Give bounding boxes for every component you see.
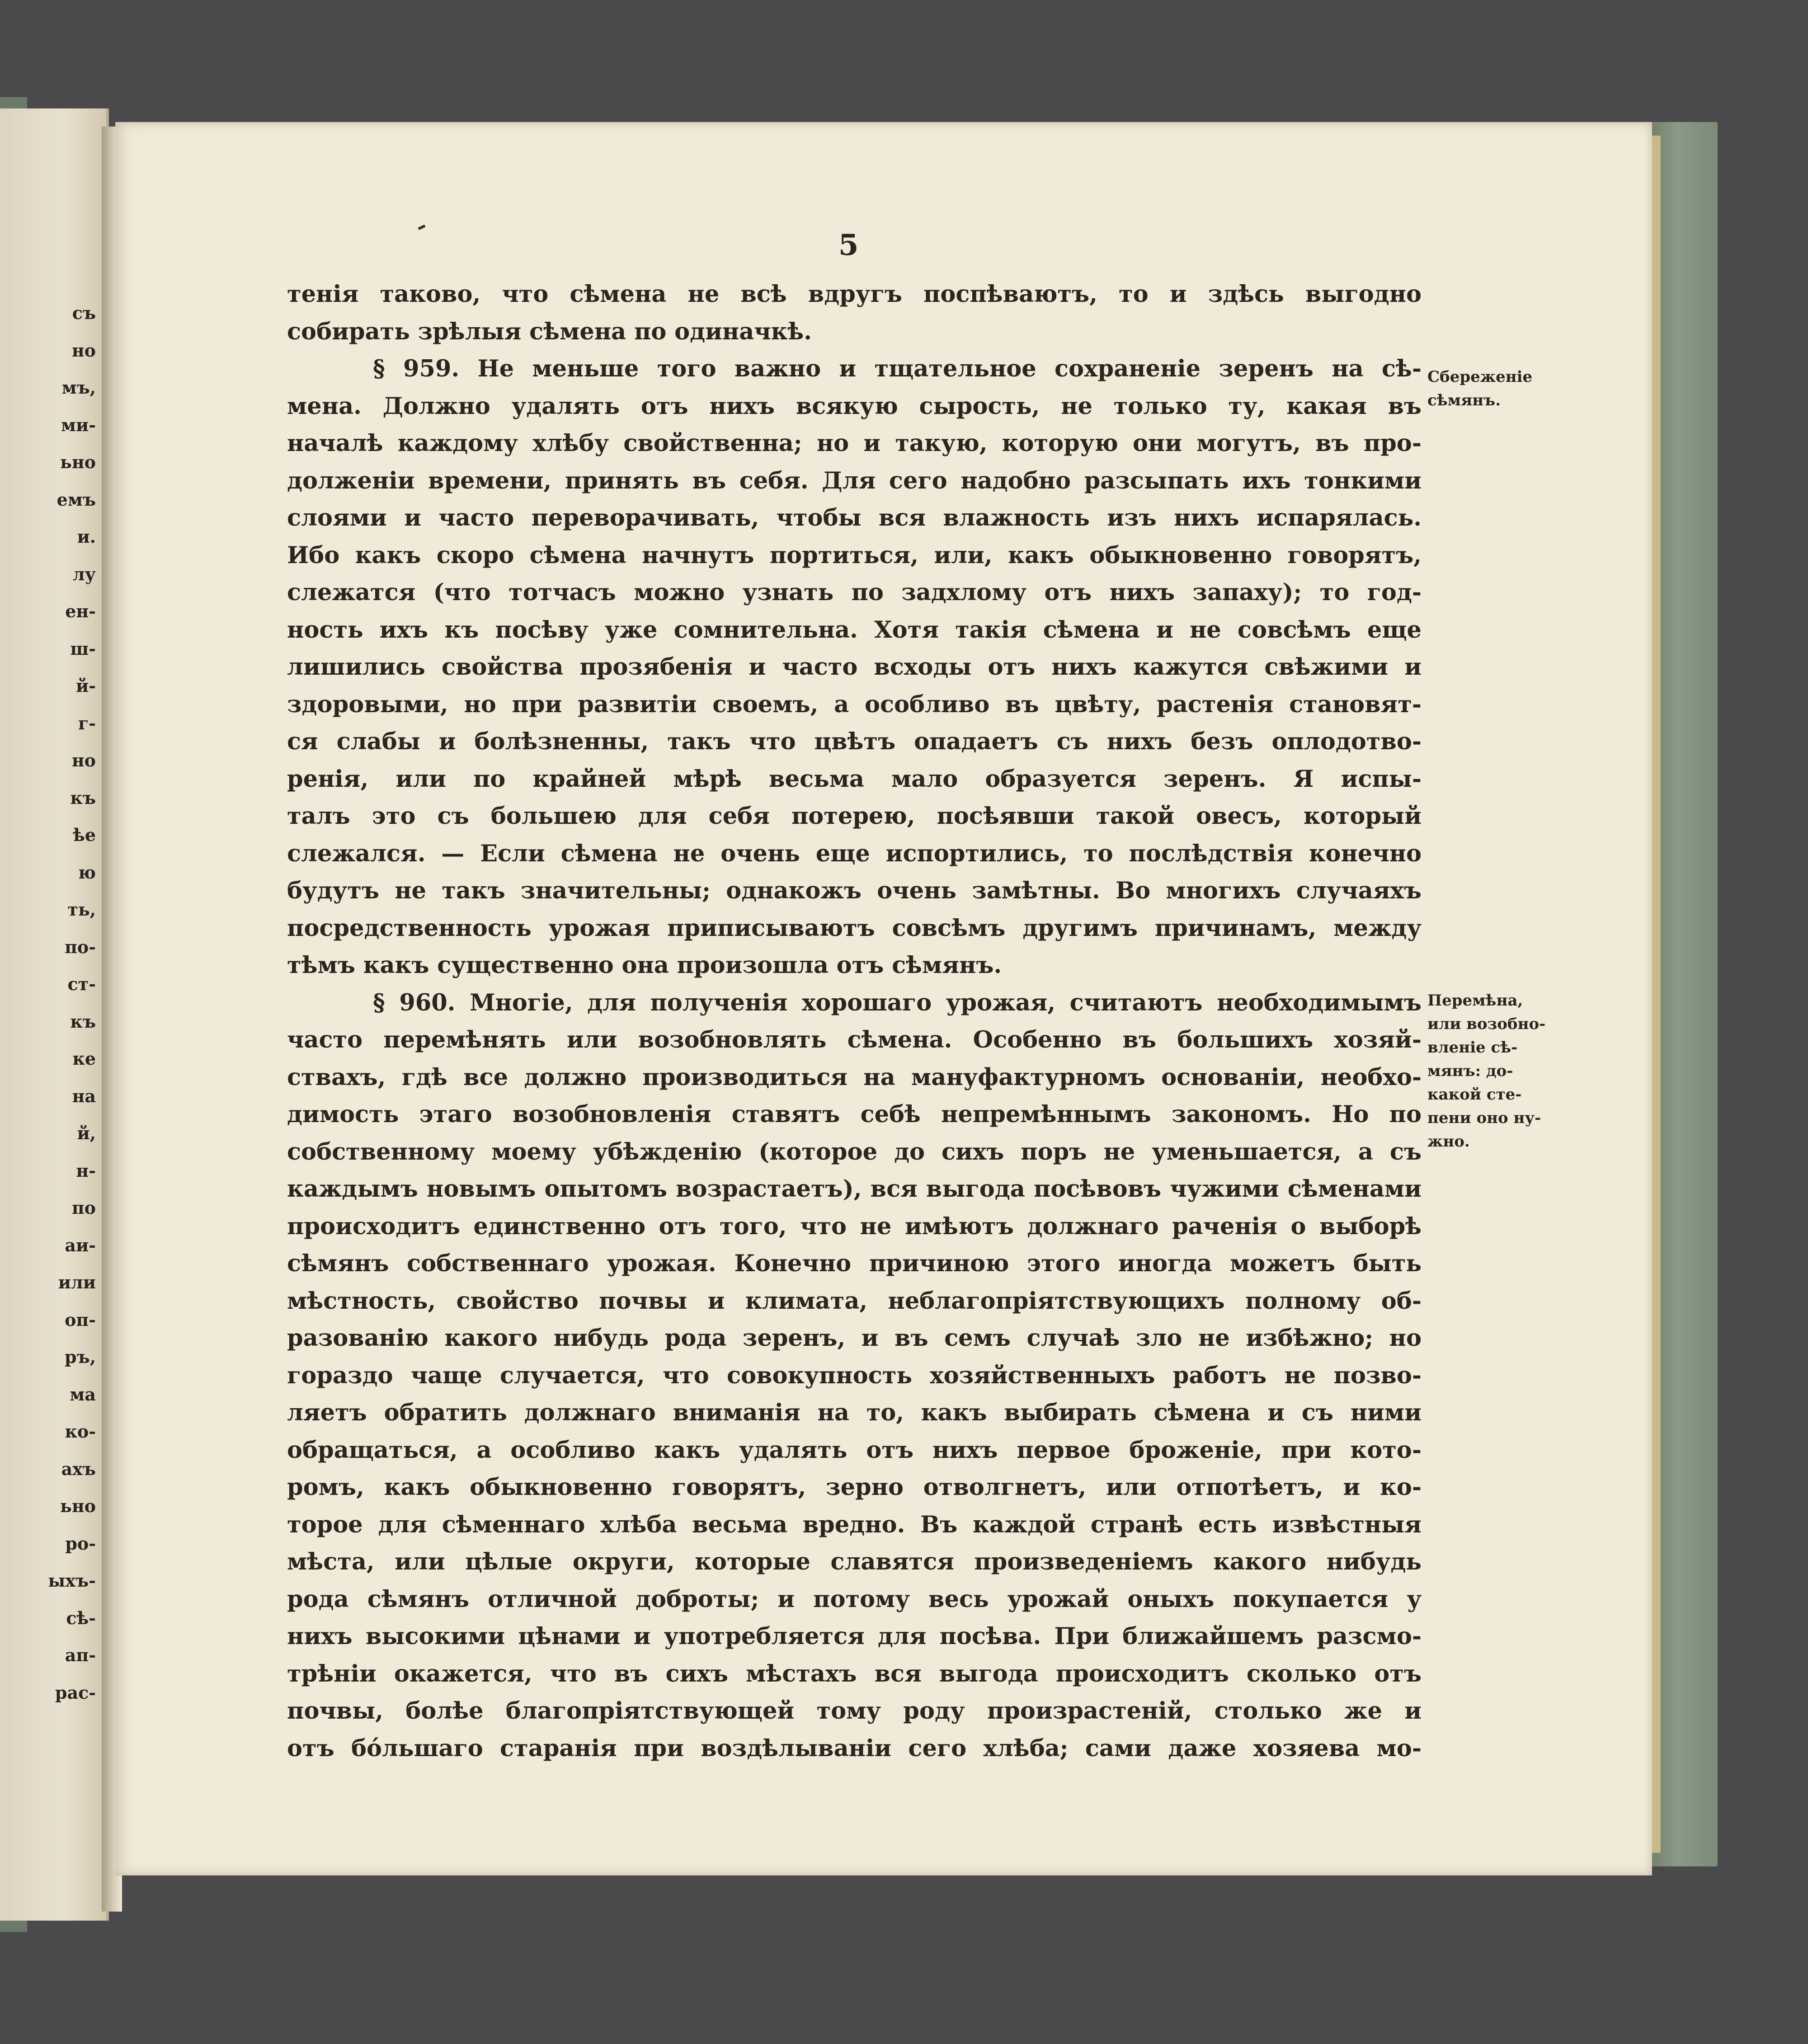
text-line: мѣста, или цѣлые округи, которые славятся произведеніемъ какого нибудь [287, 1548, 1422, 1575]
text-line: ность ихъ къ посѣву уже сомнительна. Хотя такія сѣмена и не совсѣмъ еще [287, 616, 1422, 644]
previous-page-fragment: или [58, 1272, 96, 1292]
previous-page-fragment: ръ, [65, 1347, 96, 1367]
text-line: мена. Должно удалять отъ нихъ всякую сырость, не только ту, какая въ [287, 392, 1422, 420]
previous-page-fragment: ѣе [73, 825, 96, 845]
text-line: собственному моему убѣжденію (которое до сихъ поръ не уменьшается, а съ [287, 1138, 1422, 1165]
margin-note-seed-storage [1427, 365, 1558, 412]
text-line: почвы, болѣе благопріятствующей тому роду произрастеній, столько же и [287, 1697, 1422, 1724]
text-line: рода сѣмянъ отличной доброты; и потому весь урожай оныхъ покупается у [287, 1585, 1422, 1613]
text-line: посредственность урожая приписываютъ совсѣмъ другимъ причинамъ, между [287, 914, 1422, 942]
text-line: здоровыми, но при развитіи своемъ, а особливо въ цвѣту, растенія становят- [287, 691, 1422, 718]
previous-page-fragment: мъ, [61, 377, 96, 398]
previous-page-fragment: ро- [65, 1533, 96, 1554]
text-line: каждымъ новымъ опытомъ возрастаетъ), вся выгода посѣвовъ чужими сѣменами [287, 1175, 1422, 1203]
previous-page-fragment: но [71, 750, 96, 771]
text-line: ренія, или по крайней мѣрѣ весьма мало образуется зеренъ. Я испы- [287, 765, 1422, 793]
text-line: § 960. Многіе, для полученія хорошаго урожая, считаютъ необходимымъ [373, 989, 1422, 1016]
previous-page-fragment: ьно [60, 452, 96, 472]
previous-page-fragment: по [71, 1198, 96, 1218]
text-line: ствахъ, гдѣ все должно производиться на мануфактурномъ основаніи, необхо- [287, 1063, 1422, 1091]
text-line: § 959. Не меньше того важно и тщательное сохраненіе зеренъ на сѣ- [373, 355, 1422, 382]
text-line: Ибо какъ скоро сѣмена начнутъ портиться, или, какъ обыкновенно говорятъ, [287, 541, 1422, 569]
text-line: слежался. — Если сѣмена не очень еще испортились, то послѣдствія конечно [287, 840, 1422, 867]
previous-page-fragment: н- [76, 1160, 96, 1181]
previous-page-fragment: ап- [65, 1645, 96, 1665]
previous-page-fragment: лу [72, 564, 96, 584]
text-line: ся слабы и болѣзненны, такъ что цвѣтъ опадаетъ съ нихъ безъ оплодотво- [287, 728, 1422, 755]
text-line: долженіи времени, принять въ себя. Для сего надобно разсыпать ихъ тонкими [287, 467, 1422, 494]
previous-page-fragment: ахъ [61, 1458, 96, 1479]
previous-page-fragment: но [71, 340, 96, 361]
previous-page-fragment: рас- [55, 1682, 96, 1703]
previous-page-edge [0, 108, 109, 1921]
previous-page-fragment: ен- [65, 601, 96, 621]
margin-note-line: Перемѣна, [1427, 991, 1523, 1010]
previous-page-fragment: съ [72, 303, 96, 323]
previous-page-fragment: ми- [61, 414, 96, 435]
text-line: началѣ каждому хлѣбу свойственна; но и такую, которую они могутъ, въ про- [287, 430, 1422, 457]
text-line: димость этаго возобновленія ставятъ себѣ непремѣннымъ закономъ. Но по [287, 1101, 1422, 1128]
text-line: сѣмянъ собственнаго урожая. Конечно причиною этого иногда можетъ быть [287, 1250, 1422, 1277]
margin-note-line: жно. [1427, 1132, 1470, 1151]
text-line: талъ это съ большею для себя потерею, посѣявши такой овесъ, который [287, 803, 1422, 830]
previous-page-fragment: ю [78, 862, 96, 883]
previous-page-fragment: по- [65, 936, 96, 957]
previous-page-fragment: ко- [65, 1421, 96, 1442]
text-line: обращаться, а особливо какъ удалять отъ нихъ первое броженіе, при кото- [287, 1436, 1422, 1464]
previous-page-fragment: ьно [60, 1496, 96, 1516]
text-line: ромъ, какъ обыкновенно говорятъ, зерно отволгнетъ, или отпотѣетъ, и ко- [287, 1474, 1422, 1501]
previous-page-fragment: аи- [65, 1235, 96, 1255]
text-line: отъ бо́льшаго старанія при воздѣлываніи сего хлѣба; сами даже хозяева мо- [287, 1734, 1422, 1762]
margin-note-line: мянъ: до- [1427, 1062, 1513, 1080]
text-line: трѣніи окажется, что въ сихъ мѣстахъ вся выгода происходитъ сколько отъ [287, 1660, 1422, 1687]
previous-page-fragment: ма [70, 1384, 96, 1405]
text-line: собирать зрѣлыя сѣмена по одиначкѣ. [287, 318, 812, 345]
text-line: ляетъ обратить должнаго вниманія на то, какъ выбирать сѣмена и съ ними [287, 1399, 1422, 1426]
previous-page-fragment: къ [70, 787, 96, 808]
previous-page-fragment: г- [78, 713, 96, 733]
text-line: часто перемѣнять или возобновлять сѣмена. Особенно въ большихъ хозяй- [287, 1026, 1422, 1053]
previous-page-fragment: й, [77, 1123, 96, 1143]
text-line: мѣстность, свойство почвы и климата, неблагопріятствующихъ полному об- [287, 1287, 1422, 1315]
previous-page-fragment: емъ [56, 489, 96, 510]
previous-page-fragment: ст- [67, 974, 96, 994]
text-line: слоями и часто переворачивать, чтобы вся влажность изъ нихъ испарялась. [287, 504, 1422, 531]
previous-page-fragment: й- [76, 676, 96, 696]
text-line: гораздо чаще случается, что совокупность хозяйственныхъ работъ не позво- [287, 1362, 1422, 1389]
body-text [287, 276, 1422, 1767]
margin-note-line: Сбереженіе [1427, 368, 1533, 386]
text-line: нихъ высокими цѣнами и употребляется для посѣва. При ближайшемъ разсмо- [287, 1623, 1422, 1650]
margin-note-line: вленіе сѣ- [1427, 1038, 1518, 1057]
text-line: торое для сѣменнаго хлѣба весьма вредно. Въ каждой странѣ есть извѣстныя [287, 1511, 1422, 1538]
text-line: слежатся (что тотчасъ можно узнать по задхлому отъ нихъ запаху); то год- [287, 579, 1422, 606]
previous-page-fragment: оп- [65, 1309, 96, 1330]
previous-page-fragment: къ [70, 1011, 96, 1032]
previous-page-fragment: ке [72, 1048, 96, 1069]
text-line: разованію какого нибудь рода зеренъ, и въ семъ случаѣ зло не избѣжно; но [287, 1325, 1422, 1352]
margin-note-line: какой сте- [1427, 1085, 1522, 1104]
previous-page-fragment: ыхъ- [48, 1570, 96, 1591]
previous-page-fragment: ть, [67, 899, 96, 920]
previous-page-fragment: и. [77, 526, 96, 547]
previous-page-fragment: сѣ- [66, 1607, 96, 1628]
previous-page-fragment: ш- [70, 638, 96, 659]
previous-page-fragment: на [72, 1085, 96, 1106]
margin-note-seed-renewal [1427, 989, 1558, 1153]
margin-note-line: или возобно- [1427, 1015, 1546, 1033]
margin-note-line: сѣмянъ. [1427, 391, 1501, 409]
text-line: происходитъ единственно отъ того, что не имѣютъ должнаго раченія о выборѣ [287, 1212, 1422, 1240]
text-line: тенія таково, что сѣмена не всѣ вдругъ поспѣваютъ, то и здѣсь выгодно [287, 281, 1422, 308]
text-line: тѣмъ какъ существенно она произошла отъ сѣмянъ. [287, 952, 1002, 979]
text-line: лишились свойства прозябенія и часто всходы отъ нихъ кажутся свѣжими и [287, 653, 1422, 681]
text-line: будутъ не такъ значительны; однакожъ очень замѣтны. Во многихъ случаяхъ [287, 877, 1422, 904]
page-number: 5 [838, 228, 859, 262]
margin-note-line: пени оно ну- [1427, 1109, 1541, 1127]
